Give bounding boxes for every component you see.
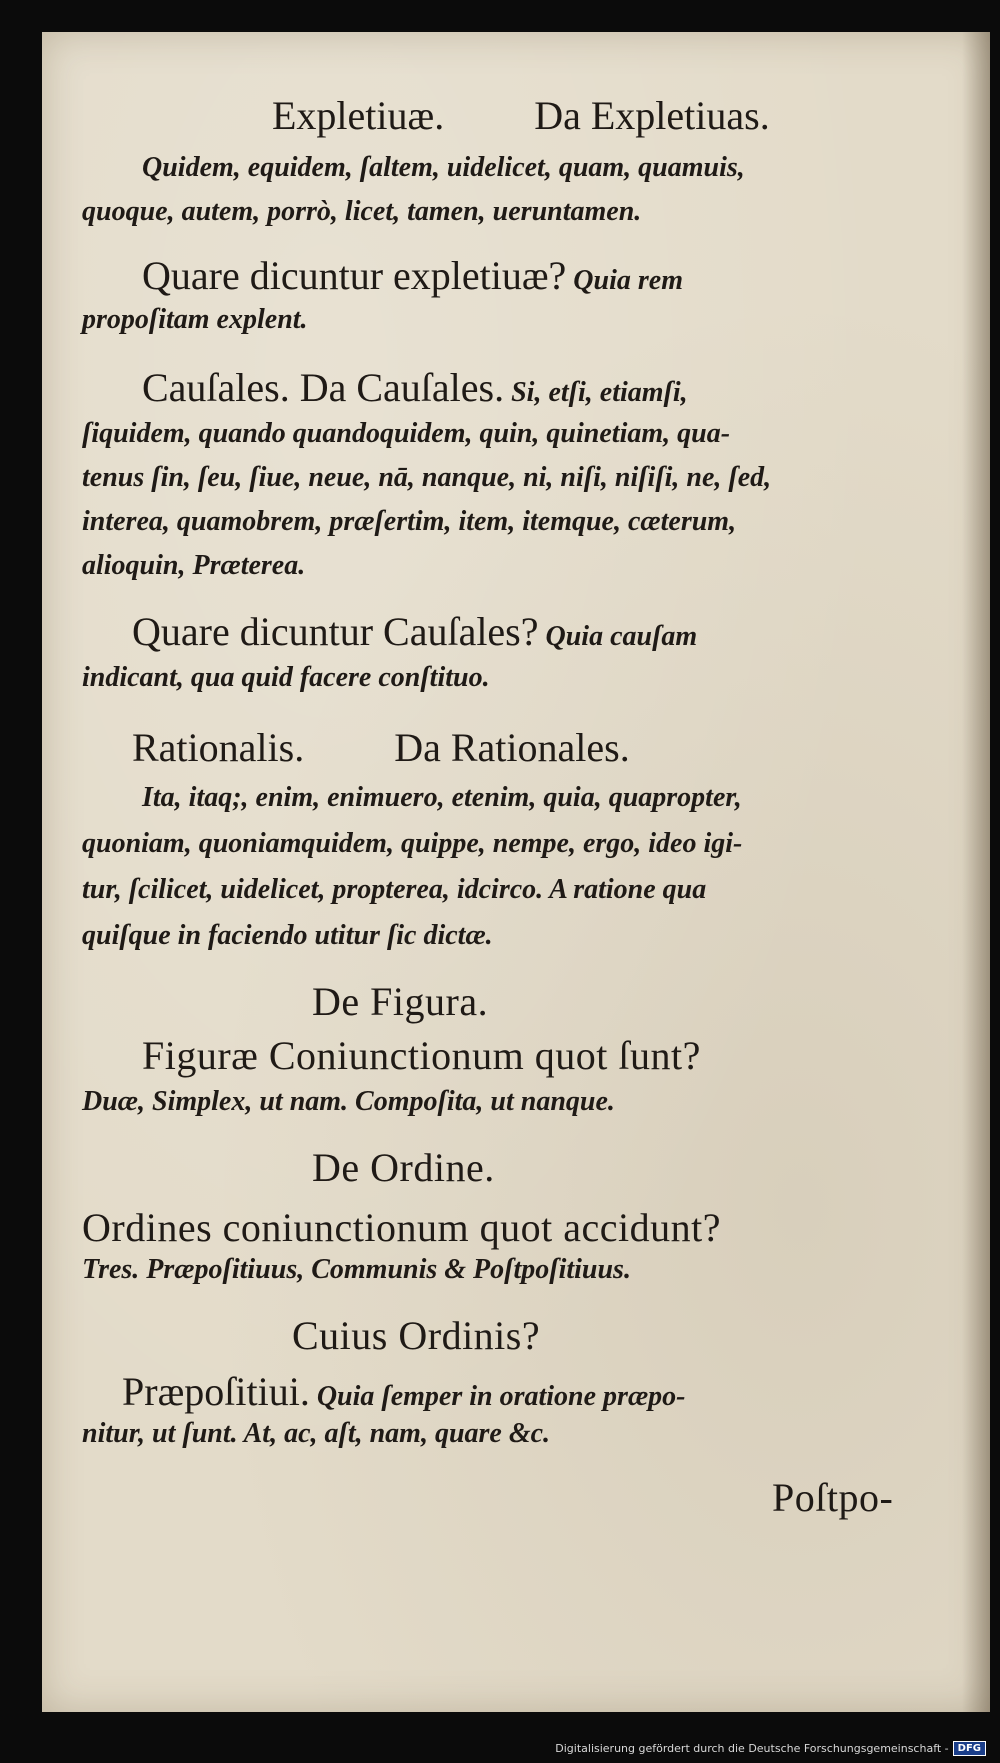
text-line: Quidem, equidem, ſaltem, uidelicet, quam, quamuis, [142, 152, 745, 183]
text-line: tenus ſin, ſeu, ſiue, neue, nā, nanque, ni, niſi, niſiſi, ne, ſed, [82, 462, 772, 493]
text-line: quoniam, quoniamquidem, quippe, nempe, ergo, ideo igi- [82, 828, 743, 859]
page-edge-shadow [962, 32, 990, 1712]
heading-expletiuae: Expletiuæ. [272, 93, 445, 138]
credit-text: Digitalisierung gefördert durch die Deutsche Forschungsgemeinschaft - [555, 1741, 949, 1755]
text-line: ſiquidem, quando quandoquidem, quin, quinetiam, qua- [82, 418, 731, 449]
text-line: indicant, qua quid facere conſtituo. [82, 662, 490, 693]
answer-text: Quia ſemper in oratione præpo- [309, 1381, 686, 1412]
text-line: quoque, autem, porrò, licet, tamen, ueruntamen. [82, 196, 642, 227]
answer-text: Quia cauſam [538, 621, 698, 652]
text-line [82, 1368, 962, 1418]
catchword: Poſtpo- [772, 1475, 894, 1520]
text-line: propoſitam explent. [82, 304, 308, 335]
text-line [82, 608, 962, 662]
digitization-credit [555, 1737, 986, 1759]
heading-de-ordine: De Ordine. [312, 1145, 495, 1190]
question-ordines: Ordines coniunctionum quot accidunt? [82, 1205, 721, 1250]
text-line [82, 92, 962, 152]
heading-rationalis: Rationalis. [132, 725, 305, 770]
page-text [82, 92, 962, 1530]
list-text: Si, etſi, etiamſi, [504, 377, 688, 408]
text-line: nitur, ut ſunt. At, ac, aſt, nam, quare &c. [82, 1418, 551, 1449]
question-text: Quare dicuntur expletiuæ? [142, 253, 567, 298]
text-line: quiſque in faciendo utitur ſic dictæ. [82, 920, 493, 951]
heading-de-figura: De Figura. [312, 979, 489, 1024]
question-text: Quare dicuntur Cauſales? [132, 609, 539, 654]
book-page [42, 32, 990, 1712]
text-line [82, 724, 962, 782]
text-line: Ita, itaq;, enim, enimuero, etenim, quia, quapropter, [142, 782, 742, 813]
text-line: tur, ſcilicet, uidelicet, propterea, idcirco. A ratione qua [82, 874, 707, 905]
heading-causales: Cauſales. Da Cauſales. [142, 365, 505, 410]
text-line [82, 364, 962, 418]
text-line: Tres. Præpoſitiuus, Communis & Poſtpoſitiuus. [82, 1254, 631, 1285]
question-cuius-ordinis: Cuius Ordinis? [292, 1313, 541, 1358]
question-figurae: Figuræ Coniunctionum quot ſunt? [142, 1033, 701, 1078]
answer-text: Quia rem [566, 265, 683, 296]
heading-da-rationales: Da Rationales. [394, 725, 630, 770]
term-praepositiui: Præpoſitiui. [122, 1369, 310, 1414]
text-line [82, 252, 962, 304]
dfg-logo: DFG [953, 1741, 986, 1756]
heading-da-expletiuas: Da Expletiuas. [534, 93, 770, 138]
text-line: Duæ, Simplex, ut nam. Compoſita, ut nanque. [82, 1086, 615, 1117]
text-line: alioquin, Præterea. [82, 550, 306, 581]
text-line: interea, quamobrem, præſertim, item, itemque, cæterum, [82, 506, 737, 537]
